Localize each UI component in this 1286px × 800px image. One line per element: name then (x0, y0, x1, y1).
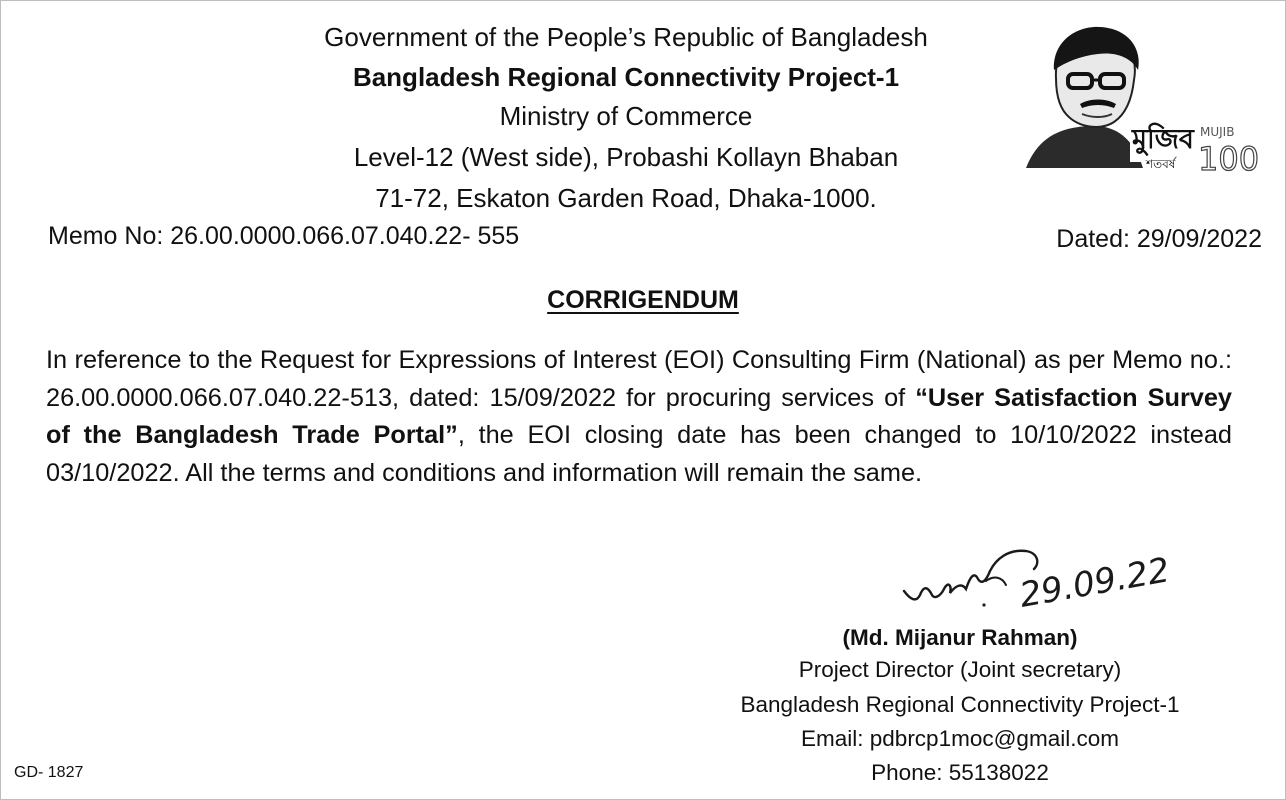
signatory-email: Email: pdbrcp1moc@gmail.com (801, 726, 1119, 751)
mujib-100-emblem (1018, 18, 1268, 178)
signatory-name: (Md. Mijanur Rahman) (842, 625, 1078, 650)
footer-code: GD- 1827 (14, 764, 84, 781)
emblem-bangla-small-text: শতবর্ষ (1146, 157, 1176, 171)
memo-date: Dated: 29/09/2022 (1056, 225, 1262, 253)
header-government: Government of the People’s Republic of Bangladesh (324, 22, 928, 52)
signature-area (890, 525, 1220, 625)
signature-date: 29.09.22 (1016, 550, 1173, 616)
emblem-bangla-text: মুজিব (1132, 124, 1194, 155)
body-text-part2: , the EOI closing date has been changed to 10/10/2022 instead 03/10/2022. All the terms and conditions and information will remain the same. (46, 421, 1232, 487)
header-ministry: Ministry of Commerce (499, 101, 753, 131)
corrigendum-body (46, 342, 1232, 492)
handwritten-signature-icon (890, 525, 1220, 625)
body-project-title: “User Satisfaction Survey of the Bangladesh Trade Portal” (46, 383, 1232, 449)
portrait-emblem-icon (1018, 18, 1268, 178)
body-text-part1: In reference to the Request for Expressions of Interest (EOI) Consulting Firm (National) as per Memo no.: 26.00.0000.066.07.040.22-513, dated: 15/09/2022 for procuring services of (46, 346, 1232, 412)
memo-number: Memo No: 26.00.0000.066.07.040.22- 555 (48, 222, 520, 250)
signatory-phone: Phone: 55138022 (871, 760, 1049, 785)
emblem-english-text: MUJIB (1200, 125, 1235, 139)
document-title: CORRIGENDUM (547, 286, 739, 314)
header-project-name: Bangladesh Regional Connectivity Project-1 (352, 62, 900, 92)
header-address-line2: 71-72, Eskaton Garden Road, Dhaka-1000. (375, 183, 877, 213)
emblem-number-text: 100 (1198, 140, 1260, 178)
signatory-designation: Project Director (Joint secretary) (798, 657, 1122, 682)
signatory-project: Bangladesh Regional Connectivity Project-1 (740, 692, 1180, 717)
header-address-line1: Level-12 (West side), Probashi Kollayn Bhaban (353, 142, 899, 172)
